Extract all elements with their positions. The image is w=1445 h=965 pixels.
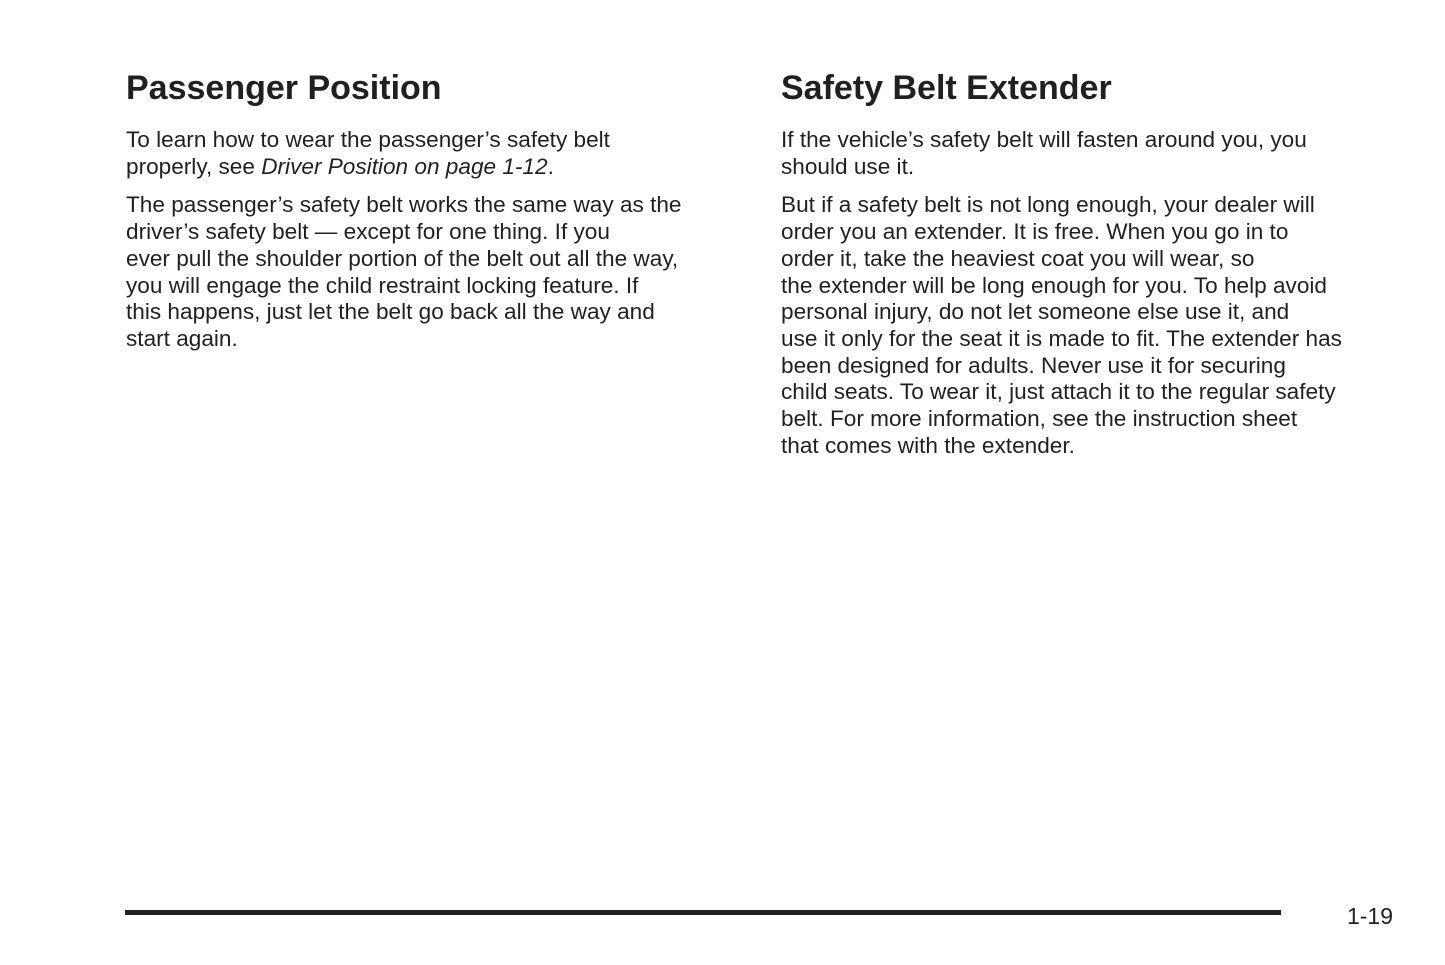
page-number: 1-19	[1346, 903, 1393, 929]
passenger-position-heading: Passenger Position	[126, 69, 442, 107]
right-column	[781, 66, 1401, 471]
driver-position-reference: Driver Position on page 1-12	[261, 153, 548, 179]
passenger-position-paragraph-2: The passenger’s safety belt works the same way as the driver’s safety belt — except for one thing. If you ever pull the shoulder portion of the belt out all the way, you will engage the child restraint locking feature. If this happens, just let the belt go back all the way and start again.	[126, 192, 682, 351]
paragraph-text: To learn how to wear the passenger’s safety belt properly, see	[126, 127, 610, 179]
safety-belt-extender-paragraph-1: If the vehicle’s safety belt will fasten around you, you should use it.	[781, 127, 1307, 179]
passenger-position-paragraph-1	[126, 127, 746, 180]
footer-rule	[125, 910, 1281, 915]
safety-belt-extender-heading: Safety Belt Extender	[781, 69, 1112, 107]
left-column	[126, 66, 746, 365]
safety-belt-extender-paragraph-2: But if a safety belt is not long enough, your dealer will order you an extender. It is free. When you go in to order it, take the heaviest coat you will wear, so the extender will be long enough for you. To help avoid personal injury, do not let someone else use it, and use it only for the seat it is made to fit. The extender has been designed for adults. Never use it for securing child seats. To wear it, just attach it to the regular safety belt. For more information, see the instruction sheet that comes with the extender.	[781, 192, 1342, 458]
paragraph-end: .	[547, 153, 554, 179]
